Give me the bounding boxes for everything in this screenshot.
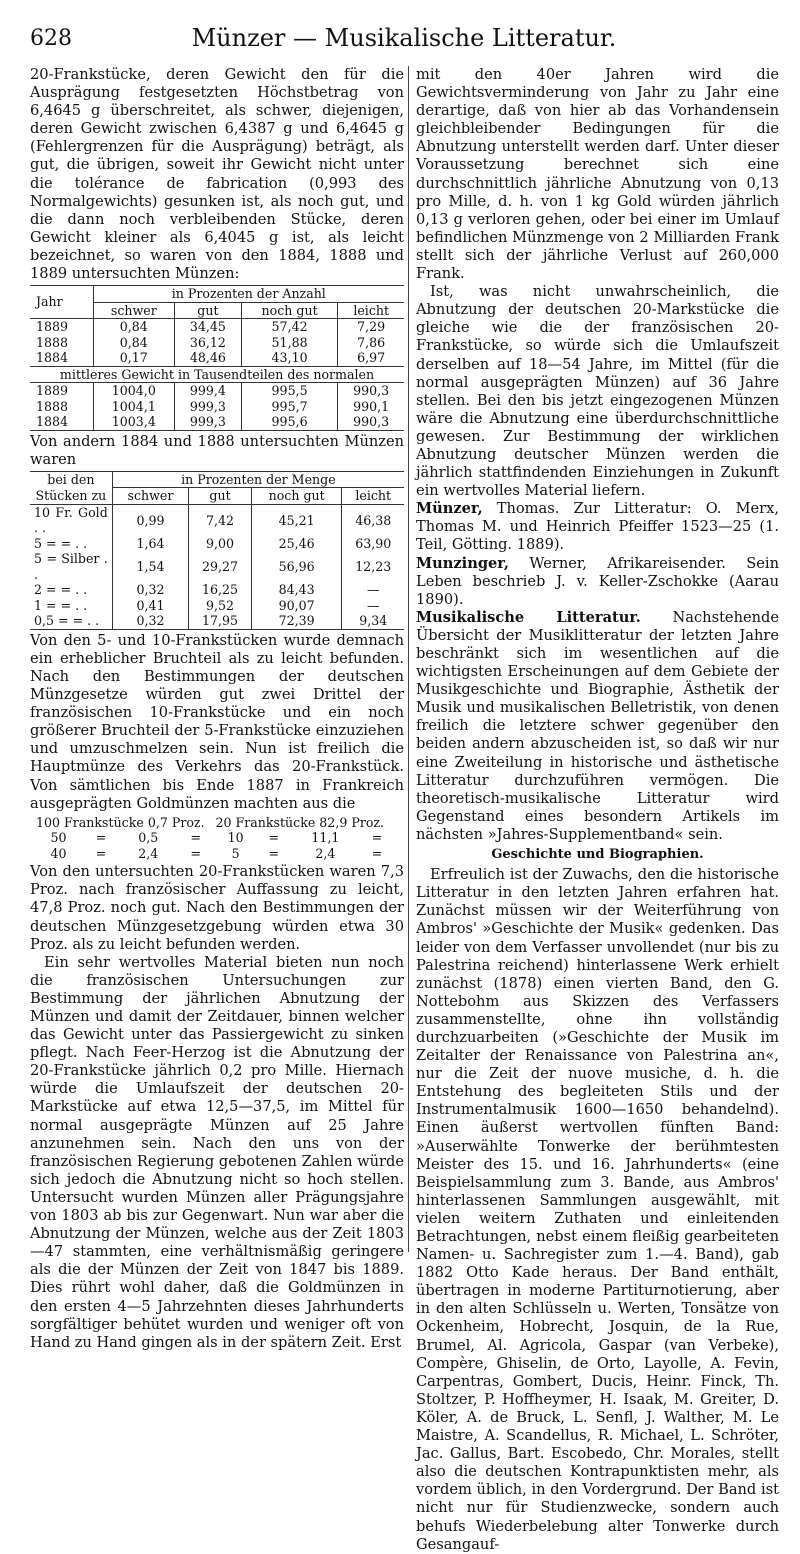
table-cell: 50: [50, 830, 67, 846]
table-header: 100 Frankstücke 0,7 Proz.: [36, 814, 205, 830]
table-row: [30, 613, 404, 629]
coin-weight-table: [30, 285, 404, 431]
paragraph: Erfreulich ist der Zuwachs, den die historische Litteratur in den letzten Jahren erfahren hat. Zunächst müssen wir der Weiterführung von Ambros' »Geschichte der Musik« gedenken. Das leider von dem Verfasser unvollendet (nur bis zu Palestrina reichend) hinterlassene Werk erhielt zunächst (1878) einen vierten Band, den G. Nottebohm aus Skizzen des Verfassers zusammenstellte, ohne ihn vollständig durchzuarbeiten (»Geschichte der Musik im Zeitalter der Renaissance von Palestrina an«, nur die Zeit der nuove musiche, d. h. die Entstehung des begleiteten Stils und der Instrumentalmusik 1600—1650 behandelnd). Einen äußerst wertvollen fünften Band: »Auserwählte Tonwerke der berühmtesten Meister des 15. und 16. Jahrhunderts« (eine Beispielsammlung zum 3. Bande, aus Ambros' hinterlassenen Sammlungen ausgewählt, mit vielen weitern Zuthaten und einleitenden Betrachtungen, nebst einem fleißig gearbeiteten Namen- u. Sachregister zum 1.—4. Band), gab 1882 Otto Kade heraus. Der Band enthält, übertragen in moderne Partiturnotierung, aber in den alten Schlüsseln u. Werten, Tonsätze von Ockenheim, Hobrecht, Josquin, de la Rue, Brumel, Al. Agricola, Gaspar (van Verbeke), Compère, Ghiselin, de Orto, Layolle, A. Fevin, Carpentras, Gombert, Ducis, Heinr. Finck, Th. Stoltzer, P. Hoffheymer, H. Isaak, M. Greiter, D. Köler, A. de Bruck, L. Senfl, J. Walther, M. Le Maistre, A. Scandellus, R. Michael, L. Schröter, Jac. Gallus, Bart. Escobedo, Chr. Morales, stellt also die deutschen Kontrapunktisten mehr, als vordem üblich, in den Vordergrund. Der Band ist nicht nur für Studienzwecke, sondern auch behufs Wiederbelebung alter Tonwerke durch Gesangauf-: [416, 866, 779, 1553]
table-row: [30, 350, 404, 366]
table-cell: 0,84: [93, 319, 174, 335]
table-header: noch gut: [241, 302, 338, 319]
table-cell: =: [371, 830, 383, 846]
table-cell: 1884: [36, 350, 69, 366]
table-header-year: Jahr: [30, 286, 93, 319]
table-subheader: mittleres Gewicht in Tausendteilen des normalen: [30, 366, 404, 383]
column-divider: [408, 66, 409, 1252]
table-cell: 56,96: [251, 551, 342, 582]
table-cell: 63,90: [342, 536, 404, 552]
table-cell: 6,97: [338, 350, 404, 366]
table-cell: 990,3: [338, 383, 404, 399]
table-cell: 1003,4: [93, 414, 174, 430]
table-cell: 1889: [36, 383, 69, 399]
table-cell: 9,34: [342, 613, 404, 629]
table-cell: 84,43: [251, 582, 342, 598]
table-row: [30, 414, 404, 430]
table-cell: =: [190, 845, 201, 861]
table-cell: =: [268, 830, 280, 846]
table-header: gut: [189, 488, 252, 505]
paragraph: Von den 5- und 10-Frankstücken wurde demnach ein erheblicher Bruchteil als zu leicht befunden. Nach den Bestimmungen der deutschen Münzgesetze würden gut zwei Drittel der französischen 10-Frankstücke und ein noch größerer Bruchteil der 5-Frankstücke einzuziehen und umzuschmelzen sein. Nun ist freilich die Hauptmünze des Verkehrs das 20-Frankstück. Von sämtlichen bis Ende 1887 in Frankreich ausgeprägten Goldmünzen machten aus die: [30, 631, 404, 812]
paragraph: Ein sehr wertvolles Material bieten nun noch die französischen Untersuchungen zur Bestimmung der jährlichen Abnutzung der Münzen und damit der Zeitdauer, binnen welcher das Gewicht unter das Passiergewicht zu sinken pflegt. Nach Feer-Herzog ist die Abnutzung der 20-Frankstücke jährlich 0,2 pro Mille. Hiernach würde die Umlaufszeit der deutschen 20-Markstücke auf etwa 12,5—37,5, im Mittel für normal ausgeprägte Münzen auf 25 Jahre anzunehmen sein. Nach den uns von der französischen Regierung gebotenen Zahlen würde sich jedoch die Abnutzung nicht so hoch stellen. Untersucht wurden Münzen aller Prägungsjahre von 1803 ab bis zur Gegenwart. Nun war aber die Abnutzung der Münzen, welche aus der Zeit 1803—47 stammten, eine verhältnismäßig geringere als die der Münzen der Zeit von 1847 bis 1889. Dies rührt wohl daher, daß die Goldmünzen in den ersten 4—5 Jahrzehnten dieses Jahrhunderts sorgfältiger behütet wurden und weniger oft von Hand zu Hand gingen als in der spätern Zeit. Erst: [30, 953, 404, 1351]
table-cell: 2,4: [315, 845, 336, 861]
table-cell: 16,25: [189, 582, 252, 598]
table-row: [30, 335, 404, 351]
table-cell: 0,99: [112, 504, 188, 536]
table-cell: 7,29: [338, 319, 404, 335]
table-cell: 1 = = . .: [34, 597, 88, 613]
table-header: gut: [175, 302, 242, 319]
table-row: [30, 598, 404, 614]
table-cell: 36,12: [175, 335, 242, 351]
table-cell: 0,41: [112, 598, 188, 614]
entry-body: Nachstehende Übersicht der Musiklitteratur der letzten Jahre beschränkt sich im wesentlichen auf die wichtigsten Erscheinungen auf dem Gebiete der Musikgeschichte und Biographie, Ästhetik der Musik und musikalischen Belletristik, von denen freilich die letztere schwer gegenüber den beiden andern abzuscheiden ist, so daß wir nur eine Zweiteilung in historische und ästhetische Litteratur durchzuführen vermögen. Die theoretisch-musikalische Litteratur wird Gegenstand eines besondern Artikels im nächsten »Jahres-Supplementband« sein.: [416, 608, 779, 843]
table-cell: 0,32: [112, 613, 188, 629]
entry-munzinger: [416, 555, 779, 609]
table-cell: 12,23: [342, 551, 404, 582]
paragraph: mit den 40er Jahren wird die Gewichtsverminderung von Jahr zu Jahr eine derartige, daß von hier ab das Vorhandensein gleichbleibender Bedingungen für die Abnutzung unterstellt werden darf. Unter dieser Voraussetzung berechnet sich eine durchschnittlich jährliche Abnutzung von 0,13 pro Mille, d. h. von 1 kg Gold würden jährlich 0,13 g verloren gehen, oder bei einer im Umlauf befindlichen Münzmenge von 2 Milliarden Frank stellt sich der jährliche Verlust auf 260,000 Frank.: [416, 66, 779, 283]
table-cell: 10: [227, 830, 244, 846]
table-cell: 995,7: [241, 399, 338, 415]
table-cell: 7,86: [338, 335, 404, 351]
table-cell: 1889: [36, 319, 69, 335]
gold-coin-share-table: [34, 815, 393, 862]
table-cell: 51,88: [241, 335, 338, 351]
page-header: [30, 22, 778, 52]
table-row: [30, 551, 404, 582]
table-header: leicht: [338, 302, 404, 319]
table-cell: 45,21: [251, 504, 342, 536]
table-group-header: in Prozenten der Anzahl: [93, 286, 404, 303]
table-cell: 29,27: [189, 551, 252, 582]
table-cell: 46,38: [342, 504, 404, 536]
table-cell: 1,64: [112, 536, 188, 552]
entry-body: Werner, Afrikareisender. Sein Leben beschrieb J. v. Keller-Zschokke (Aarau 1890).: [416, 554, 779, 608]
entry-headword: Musikalische Litteratur.: [416, 608, 641, 626]
table-cell: 999,3: [175, 414, 242, 430]
table-cell: 9,52: [189, 598, 252, 614]
table-cell: 5 = Silber . .: [34, 551, 108, 582]
table-header: schwer: [93, 302, 174, 319]
paragraph: Von den untersuchten 20-Frankstücken waren 7,3 Proz. nach französischer Auffassung zu leicht, 47,8 Proz. noch gut. Nach den Bestimmungen der deutschen Münzgesetzgebung würden etwa 30 Proz. als zu leicht befunden werden.: [30, 863, 404, 953]
paragraph: 20-Frankstücke, deren Gewicht den für die Ausprägung festgesetzten Höchstbetrag von 6,4645 g überschreitet, als schwer, diejenigen, deren Gewicht zwischen 6,4387 g und 6,4645 g (Fehlergrenzen für die Ausprägung) beträgt, als gut, die übrigen, soweit ihr Gewicht nicht unter die tolérance de fabrication (0,993 des Normalgewichts) gesunken ist, als noch gut, und die dann noch verbleibenden Stücke, deren Gewicht kleiner als 6,4045 g ist, als leicht bezeichnet, so waren von den 1884, 1888 und 1889 untersuchten Münzen:: [30, 66, 404, 283]
table-header-label: bei den Stücken zu: [30, 471, 112, 504]
table-cell: 0,17: [93, 350, 174, 366]
table-cell: 40: [50, 845, 67, 861]
running-title: Münzer — Musikalische Litteratur.: [191, 24, 617, 52]
left-column: [30, 66, 404, 1352]
paragraph: Ist, was nicht unwahrscheinlich, die Abnutzung der deutschen 20-Markstücke die gleiche wie die der französischen 20-Frankstücke, so würde sich die Umlaufszeit derselben auf 18—54 Jahre, im Mittel (für die normal ausgeprägten Münzen) auf 36 Jahre stellen. Bei den bis jetzt eingezogenen Münzen wäre die Abnutzung eine überdurchschnittliche gewesen. Zur Bestimmung der wirklichen Abnutzung deutscher Münzen werden die jährlich stattfindenden Einziehungen in Zukunft ein wertvolles Material liefern.: [416, 283, 779, 500]
table-cell: =: [95, 845, 107, 861]
table-cell: =: [190, 830, 201, 846]
table-cell: 57,42: [241, 319, 338, 335]
table-cell: 34,45: [175, 319, 242, 335]
table-row: [30, 504, 404, 536]
table-cell: 9,00: [189, 536, 252, 552]
page-number: 628: [30, 26, 72, 51]
table-cell: 17,95: [189, 613, 252, 629]
entry-headword: Münzer,: [416, 500, 483, 518]
table-row: [30, 319, 404, 335]
table-cell: 1,54: [112, 551, 188, 582]
table-cell: 48,46: [175, 350, 242, 366]
table-cell: 2,4: [138, 845, 159, 861]
coin-denomination-table: [30, 471, 404, 630]
table-cell: 10 Fr. Gold . .: [34, 504, 108, 536]
table-header: schwer: [112, 488, 188, 505]
table-header: leicht: [342, 488, 404, 505]
entry-musikalische-litteratur: [416, 609, 779, 844]
entry-body: Thomas. Zur Litteratur: O. Merx, Thomas M. und Heinrich Pfeiffer 1523—25 (1. Teil, Götting. 1889).: [416, 500, 779, 554]
table-cell: =: [95, 830, 107, 846]
table-cell: 995,5: [241, 383, 338, 399]
table-group-header: in Prozenten der Menge: [112, 471, 404, 488]
table-cell: 90,07: [251, 598, 342, 614]
table-cell: 0,5: [138, 830, 159, 846]
table-cell: 1888: [36, 334, 69, 350]
table-row: [30, 383, 404, 399]
table-cell: —: [342, 598, 404, 614]
table-cell: 999,3: [175, 399, 242, 415]
table-header: 20 Frankstücke 82,9 Proz.: [215, 814, 385, 830]
table-cell: 5: [231, 845, 240, 861]
table-cell: 1888: [36, 398, 69, 414]
table-cell: =: [371, 845, 383, 861]
table-cell: 5 = = . .: [34, 535, 88, 551]
right-column: [416, 66, 779, 1554]
table-row: [34, 846, 393, 862]
table-cell: 1004,0: [93, 383, 174, 399]
table-row: [34, 830, 393, 846]
table-cell: 43,10: [241, 350, 338, 366]
table-cell: 999,4: [175, 383, 242, 399]
entry-muenzer: [416, 500, 779, 554]
table-cell: 72,39: [251, 613, 342, 629]
table-row: [30, 582, 404, 598]
table-cell: 990,1: [338, 399, 404, 415]
table-row: [30, 399, 404, 415]
table-cell: 7,42: [189, 504, 252, 536]
table-row: [30, 536, 404, 552]
table-cell: 0,32: [112, 582, 188, 598]
entry-headword: Munzinger,: [416, 554, 510, 572]
table-cell: 0,5 = = . .: [34, 613, 100, 629]
table-cell: 995,6: [241, 414, 338, 430]
table-cell: —: [342, 582, 404, 598]
table-header: noch gut: [251, 488, 342, 505]
table-cell: 1004,1: [93, 399, 174, 415]
table-cell: 990,3: [338, 414, 404, 430]
table-cell: 25,46: [251, 536, 342, 552]
table-cell: 1884: [36, 414, 69, 430]
table-cell: 11,1: [311, 830, 340, 846]
table-cell: =: [268, 845, 280, 861]
paragraph: Von andern 1884 und 1888 untersuchten Münzen waren: [30, 432, 404, 468]
table-cell: 0,84: [93, 335, 174, 351]
table-cell: 2 = = . .: [34, 582, 88, 598]
section-heading: Geschichte und Biographien.: [491, 847, 704, 863]
